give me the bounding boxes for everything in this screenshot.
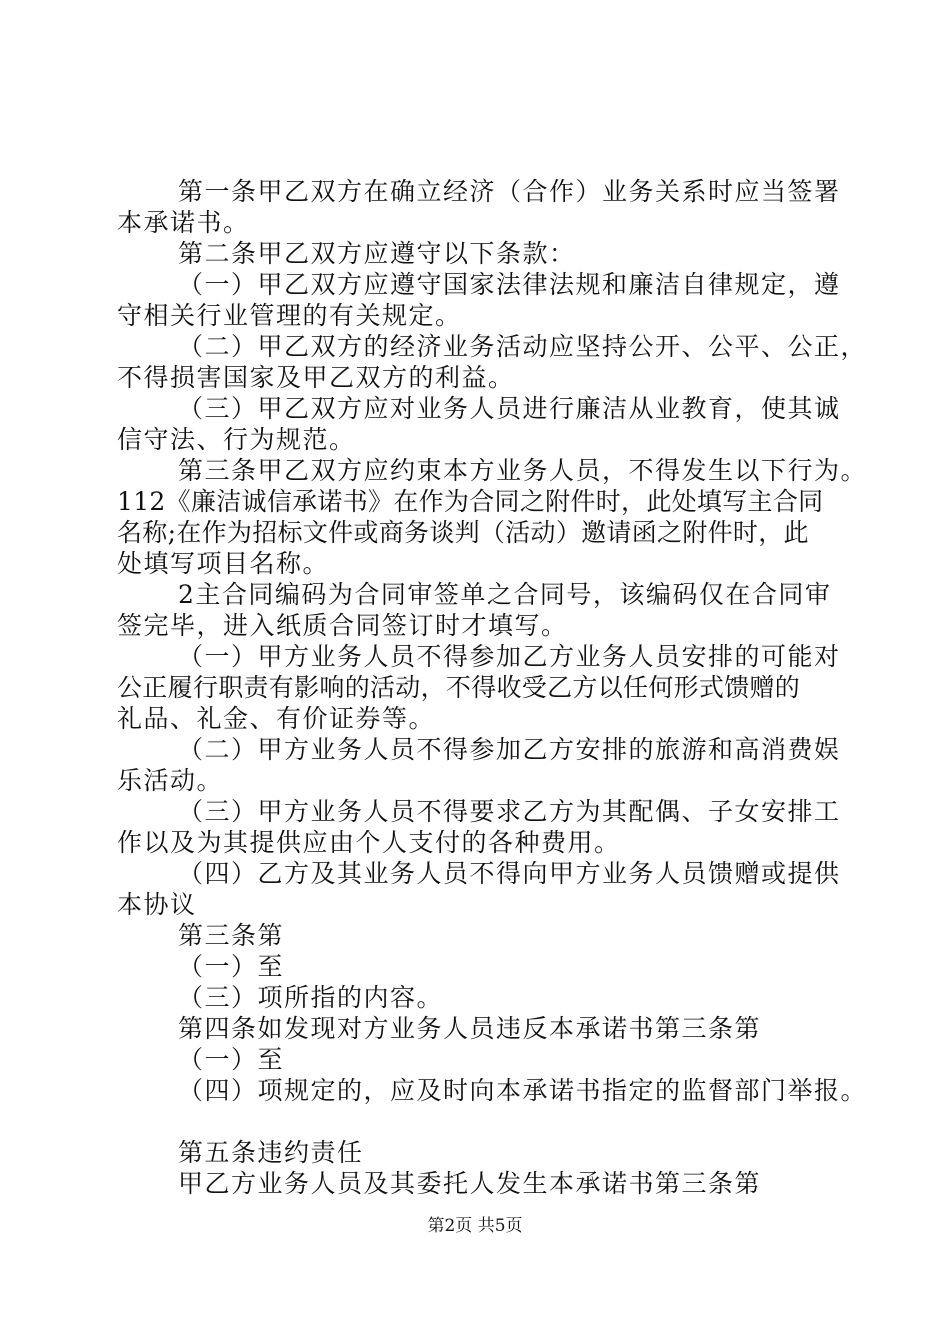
text-line: 第一条甲乙双方在确立经济（合作）业务关系时应当签署 — [178, 177, 841, 206]
text-line: 乐活动。 — [117, 766, 224, 795]
text-line: （二）甲乙双方的经济业务活动应坚持公开、公平、公正， — [178, 332, 868, 361]
text-line: 本协议 — [117, 890, 197, 919]
text-line: 112《廉洁诚信承诺书》在作为合同之附件时，此处填写主合同 — [117, 487, 824, 516]
text-line: 第二条甲乙双方应遵守以下条款： — [178, 239, 576, 268]
text-line: 2主合同编码为合同审签单之合同号，该编码仅在合同审 — [178, 580, 832, 609]
text-line: 第三条第 — [178, 921, 285, 950]
text-line: 名称;在作为招标文件或商务谈判（活动）邀请函之附件时，此 — [117, 518, 809, 547]
text-line: （三）项所指的内容。 — [178, 983, 444, 1012]
text-line: 签完毕，进入纸质合同签订时才填写。 — [117, 611, 568, 640]
text-line: 甲乙方业务人员及其委托人发生本承诺书第三条第 — [178, 1169, 762, 1198]
text-line: 公正履行职责有影响的活动，不得收受乙方以任何形式馈赠的 — [117, 673, 801, 702]
text-line: 第四条如发现对方业务人员违反本承诺书第三条第 — [178, 1014, 762, 1043]
text-line: （三）甲方业务人员不得要求乙方为其配偶、子女安排工 — [178, 797, 841, 826]
text-line: （二）甲方业务人员不得参加乙方安排的旅游和高消费娱 — [178, 735, 841, 764]
text-line: 礼品、礼金、有价证券等。 — [117, 704, 436, 733]
text-line: 第五条违约责任 — [178, 1138, 364, 1167]
text-line: 守相关行业管理的有关规定。 — [117, 301, 462, 330]
text-line: （一）至 — [178, 952, 285, 981]
text-line: （三）甲乙双方应对业务人员进行廉洁从业教育，使其诚 — [178, 394, 841, 423]
page-number: 第2页 共5页 — [427, 1216, 523, 1236]
text-line: 处填写项目名称。 — [117, 549, 330, 578]
text-line: 第三条甲乙双方应约束本方业务人员，不得发生以下行为。 — [178, 456, 868, 485]
text-line: （四）乙方及其业务人员不得向甲方业务人员馈赠或提供 — [178, 859, 841, 888]
text-line: （一）至 — [178, 1045, 285, 1074]
text-line: 作以及为其提供应由个人支付的各种费用。 — [117, 828, 621, 857]
text-line: 本承诺书。 — [117, 208, 250, 237]
text-line: 不得损害国家及甲乙双方的利益。 — [117, 363, 515, 392]
text-line: （一）甲方业务人员不得参加乙方业务人员安排的可能对 — [178, 642, 841, 671]
text-line: （四）项规定的，应及时向本承诺书指定的监督部门举报。 — [178, 1076, 868, 1105]
text-line: （一）甲乙双方应遵守国家法律法规和廉洁自律规定，遵 — [178, 270, 841, 299]
text-line: 信守法、行为规范。 — [117, 425, 356, 454]
